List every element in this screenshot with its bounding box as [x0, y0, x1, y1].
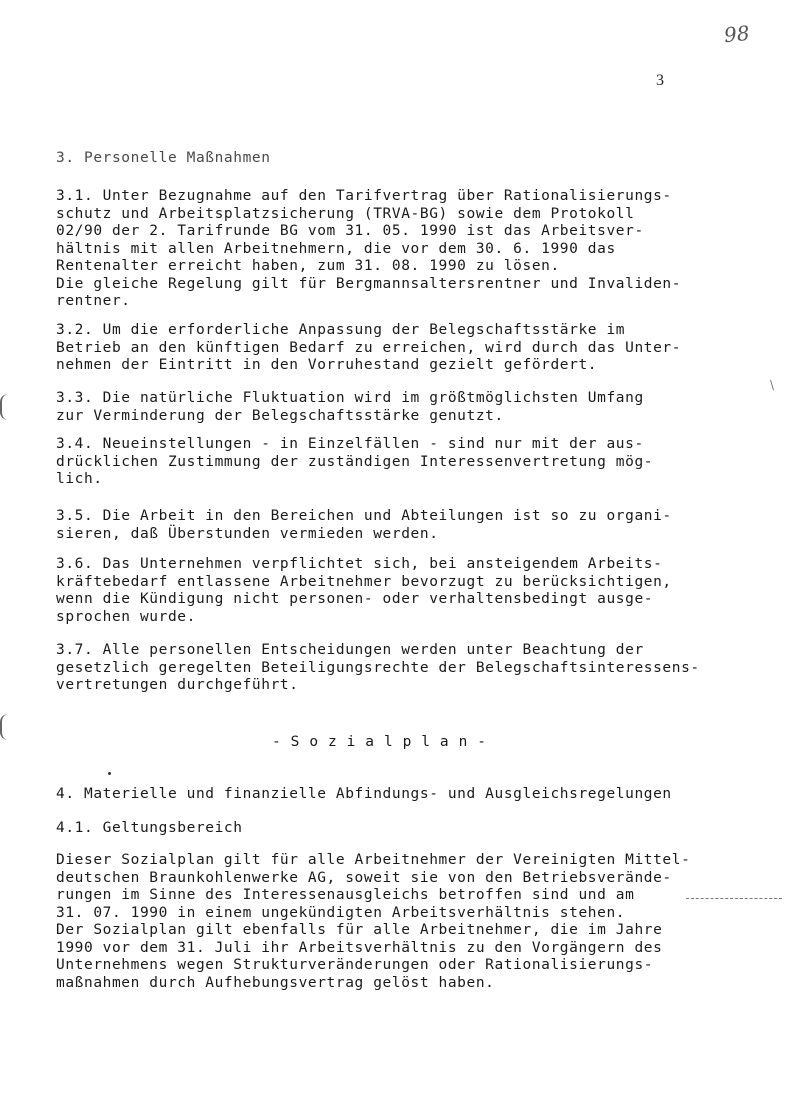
paragraph-3-4: 3.4. Neueinstellungen - in Einzelfällen - sind nur mit der aus- drücklichen Zustimmung der zuständigen Interessenvertretung mög- lich.: [56, 436, 654, 487]
paragraph-3-2: 3.2. Um die erforderliche Anpassung der Belegschaftsstärke im Betrieb an den künftigen Bedarf zu erreichen, wird durch das Unter- nehmen der Eintritt in den Vorruhestand gezielt gefördert.: [56, 322, 682, 373]
paragraph-4-1: Dieser Sozialplan gilt für alle Arbeitnehmer der Vereinigten Mittel- deutschen Braunkohlenwerke AG, soweit sie von den Betriebsverände- rungen im Sinne des Interessenausgleichs betroffen sind und am 31. 07. 1990 in einem ungekündigten Arbeitsverhältnis stehen. Der Sozialplan gilt ebenfalls für alle Arbeitnehmer, die im Jahre 1990 vor dem 31. Juli ihr Arbeitsverhältnis zu den Vorgängern des Unternehmens wegen Strukturveränderungen oder Rationalisierungs- maßnahmen durch Aufhebungsvertrag gelöst haben.: [56, 852, 691, 991]
stray-dot: [108, 772, 111, 775]
paragraph-3-3: 3.3. Die natürliche Fluktuation wird im größtmöglichsten Umfang zur Verminderung der Belegschaftsstärke genutzt.: [56, 390, 644, 424]
section-4-heading: 4. Materielle und finanzielle Abfindungs- und Ausgleichsregelungen: [56, 786, 672, 802]
sozialplan-title: - S o z i a l p l a n -: [272, 734, 487, 750]
paragraph-3-1: 3.1. Unter Bezugnahme auf den Tarifvertrag über Rationalisierungs- schutz und Arbeitsplatzsicherung (TRVA-BG) sowie dem Protokoll 02/90 der 2. Tarifrunde BG vom 31. 05. 1990 ist das Arbeitsver- hältnis mit allen Arbeitnehmern, die vor dem 30. 6. 1990 das Rentenalter erreicht haben, zum 31. 08. 1990 zu lösen. Die gleiche Regelung gilt für Bergmannsaltersrentner und Invaliden- rentner.: [56, 188, 682, 309]
handwritten-page-number: 98: [722, 20, 751, 48]
paragraph-3-5: 3.5. Die Arbeit in den Bereichen und Abteilungen ist so zu organi- sieren, daß Überstunden vermieden werden.: [56, 508, 672, 542]
subsection-4-1-heading: 4.1. Geltungsbereich: [56, 820, 243, 836]
paragraph-3-6: 3.6. Das Unternehmen verpflichtet sich, bei ansteigendem Arbeits- kräftebedarf entlassene Arbeitnehmer bevorzugt zu berücksichtigen, wenn die Kündigung nicht personen- oder verhaltensbedingt ausge- sprochen wurde.: [56, 556, 672, 625]
page-number: 3: [656, 72, 664, 89]
stray-mark: \: [770, 378, 775, 392]
punch-hole-mark: [0, 394, 10, 420]
paragraph-3-7: 3.7. Alle personellen Entscheidungen werden unter Beachtung der gesetzlich geregelten Beteiligungsrechte der Belegschaftsinteressens- vertretungen durchgeführt.: [56, 642, 700, 693]
stray-dash-line: [686, 898, 782, 899]
punch-hole-mark: [0, 714, 10, 740]
section-3-heading: 3. Personelle Maßnahmen: [56, 150, 271, 166]
